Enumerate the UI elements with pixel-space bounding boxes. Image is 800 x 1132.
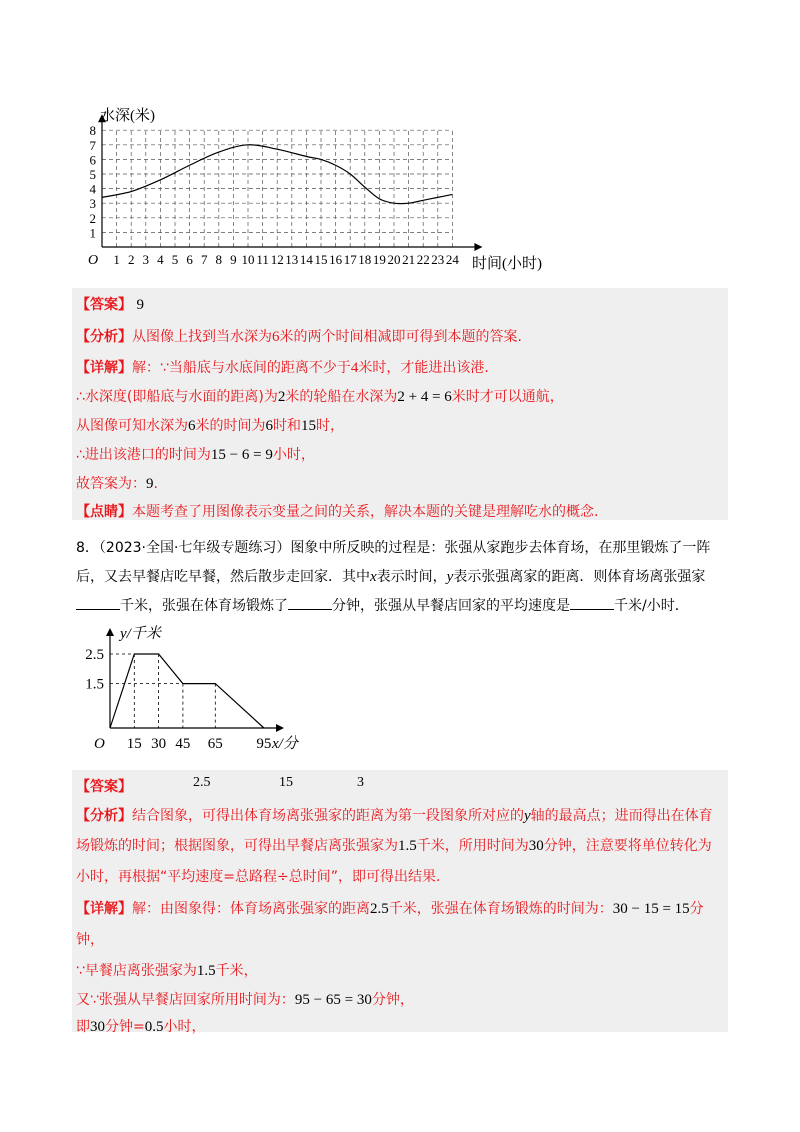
analysis-text: 千米，所用时间为 [416,838,529,854]
x-tick-label: 15 [314,252,328,267]
x-tick-label: 17 [343,252,357,267]
math-value: 15 [301,418,316,434]
q8-analysis-line-3: 小时，再根据“平均速度=总路程÷总时间”，即可得出结果. [76,869,441,885]
y-tick-label: 1.5 [85,676,104,693]
q8-question-line-3 [76,595,689,615]
analysis-text: 分钟，注意要将单位转化为 [543,838,712,854]
detail-text: 分 [689,901,704,917]
q8-analysis-line-2 [76,835,712,855]
q7-step-2 [76,386,564,406]
answer-blank-1[interactable] [76,595,120,610]
math-expression: 95 − 65 = 30 [294,992,372,1008]
detail-text: 米时，才能进出该港. [358,360,489,376]
answer-tag: 【答案】 [76,779,132,795]
step-text: 米时才可以通航， [451,389,564,405]
math-expression: 15 − 6 = 9 [210,447,273,463]
math-value: 6 [265,418,273,434]
math-value: 2 [277,389,286,405]
answer-tag: 【答案】 [76,297,132,313]
y-axis-label: 水深(米) [100,108,155,124]
step-text: 故答案为： [76,476,146,492]
detail-text: 小时， [163,1019,206,1035]
step-text: . [153,476,158,492]
x-tick-label: 21 [402,252,416,267]
q8-detail-line-1 [76,898,704,918]
math-value: 0.5 [144,1019,164,1035]
math-value: 30 [528,838,544,854]
question-text: 千米/小时． [614,598,689,614]
math-value: 30 [90,1019,105,1035]
math-var: y [446,569,454,585]
q8-detail-line-2: 钟， [76,932,104,948]
detail-tag: 【详解】 [76,360,132,376]
chart-tick-labels [85,647,271,752]
chart-grid [102,130,452,247]
answer-value-2: 15 [279,775,293,790]
q7-step-5 [76,473,158,493]
math-var: x [370,569,377,585]
math-expression: 2 + 4 = 6 [397,389,452,405]
question-text: 分钟，张强从早餐店回家的平均速度是 [332,598,570,614]
y-tick-label: 6 [89,152,96,168]
x-axis-arrow [276,724,284,732]
answer-value-1: 2.5 [193,775,211,790]
question-text: 后，又去早餐店吃早餐，然后散步走回家．其中 [76,569,370,585]
x-tick-label: 14 [299,252,313,267]
detail-text: 分钟， [371,992,414,1008]
x-tick-label: 23 [431,252,445,267]
water-depth-chart [80,100,560,275]
math-value: 1.5 [398,838,417,854]
x-axis-label: x/分 [272,736,298,752]
x-tick-label: 5 [171,252,179,267]
q8-detail-line-4 [76,989,414,1009]
question-text: 千米，张强在体育场锻炼了 [120,598,288,614]
y-tick-label: 1 [89,225,96,241]
q7-point-line [76,501,598,521]
x-tick-label: 22 [416,252,430,267]
detail-tag: 【详解】 [76,901,132,917]
origin-label: O [94,736,105,752]
analysis-text: 米的两个时间相减即可得到本题的答案. [279,329,522,345]
math-value: 9 [146,476,154,492]
math-value: 6 [272,329,280,345]
point-tag: 【点睛】 [76,504,132,520]
x-tick-label: 2 [127,252,135,267]
y-tick-label: 3 [89,196,96,212]
y-tick-label: 8 [89,123,96,139]
y-tick-label: 4 [89,181,96,197]
y-tick-label: 7 [89,137,96,153]
x-tick-label: 8 [215,252,223,267]
q8-question-line-2 [76,566,705,586]
q8-question-line-1: 8．（2023·全国·七年级专题练习）图象中所反映的过程是：张强从家跑步去体育场，在那里锻炼了一阵 [76,540,711,556]
x-tick-label: 30 [151,736,167,752]
series-line [110,654,264,728]
y-tick-label: 2.5 [85,647,104,663]
math-var: y [524,808,531,824]
q8-analysis-line-1 [76,805,713,825]
analysis-text: 结合图象，可得出体育场离张强家的距离为第一段图象所对应的 [132,808,524,824]
analysis-tag: 【分析】 [76,808,132,824]
math-value: 4 [350,360,359,376]
x-tick-label: 11 [256,252,269,267]
x-tick-label: 20 [387,252,401,267]
step-text: 时和 [273,418,301,434]
math-expression: 30 − 15 = 15 [612,901,690,917]
y-tick-label: 2 [89,210,96,226]
q7-detail-line [76,357,489,377]
step-text: 时， [316,418,344,434]
x-tick-label: 15 [126,736,142,752]
math-value: 1.5 [196,963,216,979]
step-text: ∴进出该港口的时间为 [76,447,211,463]
y-axis-label: y/千米 [120,626,161,642]
detail-text: 即 [76,1019,90,1035]
q7-step-4 [76,444,315,464]
step-text: 米的轮船在水深为 [285,389,398,405]
x-tick-label: 65 [207,736,223,752]
q7-step-3 [76,415,344,435]
detail-text: 千米，张强在体育场锻炼的时间为： [388,901,613,917]
q8-detail-line-5 [76,1016,205,1036]
answer-blank-3[interactable] [570,595,614,610]
point-text: 本题考查了用图像表示变量之间的关系，解决本题的关键是理解吃水的概念. [132,504,599,520]
detail-text: 又∵张强从早餐店回家所用时间为： [76,992,295,1008]
x-tick-label: 24 [445,252,459,267]
analysis-text: 场锻炼的时间；根据图象，可得出早餐店离张强家为 [76,838,398,854]
step-text: 从图像可知水深为 [76,418,188,434]
answer-blank-2[interactable] [288,595,332,610]
x-tick-label: 18 [358,252,372,267]
x-tick-label: 12 [270,252,284,267]
detail-text: 解：∵当船底与水底间的距离不少于 [132,360,351,376]
x-tick-label: 3 [142,252,150,267]
step-text: 米的时间为 [195,418,266,434]
analysis-text: 轴的最高点；进而得出在体育 [530,808,713,824]
step-text: 为 [263,389,278,405]
x-tick-label: 13 [285,252,299,267]
x-axis-arrow [474,243,482,251]
math-value: 6 [188,418,196,434]
x-tick-label: 19 [372,252,386,267]
step-text: ∴水深度 [76,389,127,405]
detail-text: ∵早餐店离张强家为 [76,963,197,979]
x-tick-label: 16 [329,252,343,267]
step-text: (即船底与水面的距离) [126,389,264,405]
detail-text: 分钟= [105,1019,145,1035]
x-tick-label: 10 [241,252,255,267]
x-tick-label: 7 [200,252,208,267]
q8-answer-line [76,776,132,796]
math-value: 2.5 [370,901,389,917]
distance-time-chart [82,622,322,758]
y-tick-label: 5 [89,167,96,182]
detail-text: 千米， [215,963,258,979]
analysis-tag: 【分析】 [76,329,132,345]
q8-detail-line-3 [76,960,258,980]
x-tick-label: 95 [256,736,272,752]
question-text: 表示时间， [376,569,447,585]
chart-axes [106,628,284,732]
y-axis-arrow [106,628,114,636]
question-text: 表示张强离家的距离．则体育场离张强家 [453,569,706,585]
answer-value: 9 [136,297,144,313]
step-text: 小时， [272,447,315,463]
answer-value-3: 3 [357,775,364,790]
q7-analysis-line [76,326,522,346]
q7-answer-line [76,294,144,314]
detail-text: 解：由图象得：体育场离张强家的距离 [132,901,370,917]
x-tick-label: 9 [230,252,237,267]
x-tick-label: 1 [113,252,120,267]
x-tick-label: 6 [186,252,193,267]
x-axis-label: 时间(小时) [472,256,542,272]
chart-guide-lines [110,654,215,728]
x-tick-label: 45 [175,736,191,752]
origin-label: O [88,253,99,268]
analysis-text: 从图像上找到当水深为 [132,329,272,345]
x-tick-label: 4 [157,252,164,267]
